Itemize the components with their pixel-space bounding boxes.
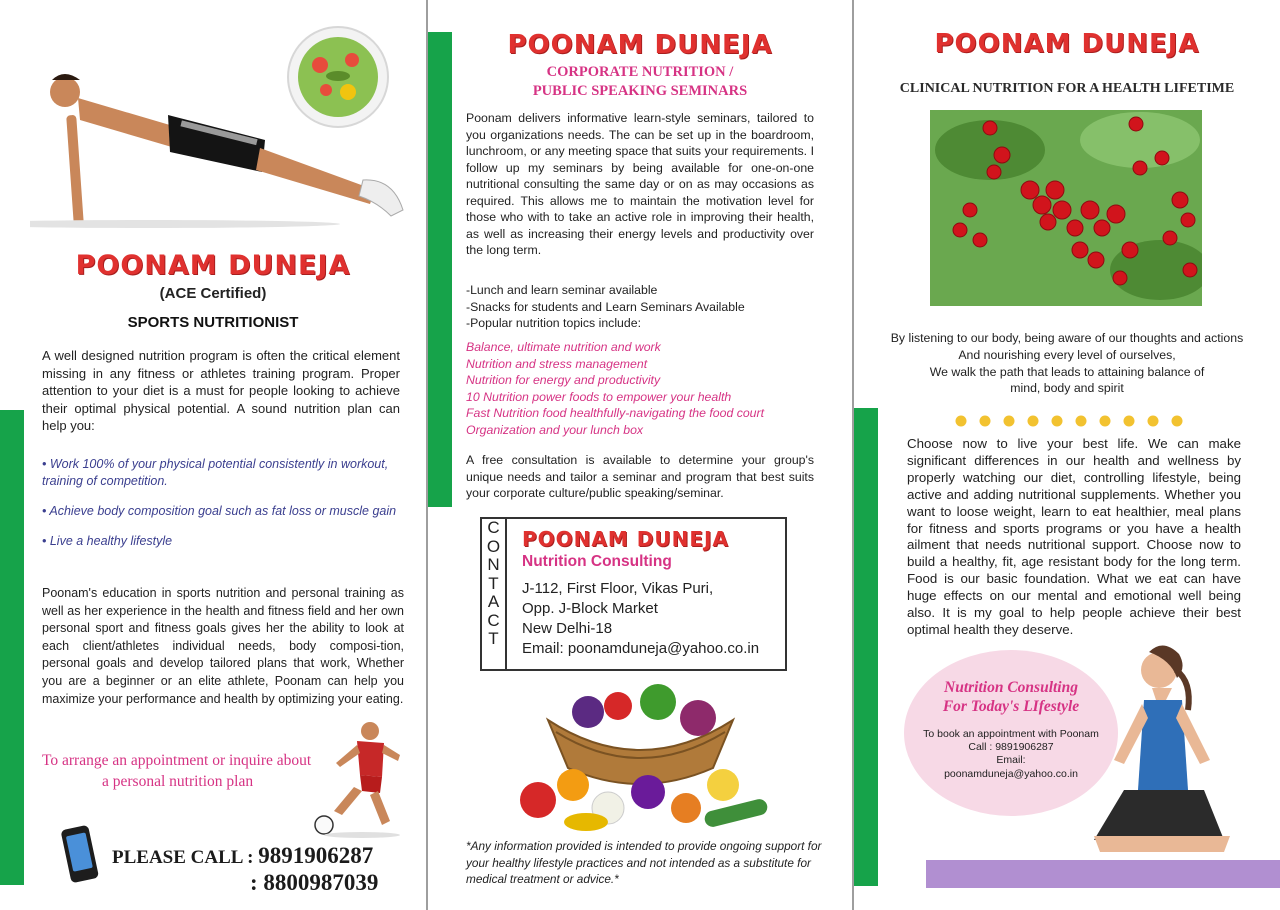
- contact-vertical-label: [482, 519, 507, 669]
- benefits-list: [42, 456, 404, 563]
- dot-separator: [954, 414, 1184, 428]
- topics-list: [466, 339, 826, 438]
- green-accent-bar: [0, 410, 24, 885]
- booking-title-line: Nutrition Consulting: [944, 679, 1078, 696]
- pushup-athlete-image: [30, 20, 420, 230]
- quote-line: And nourishing every level of ourselves,: [958, 347, 1176, 362]
- topic-item: Organization and your lunch box: [466, 422, 644, 437]
- experience-paragraph: Poonam's education in sports nutrition and personal training as well as her experience in the health and fitness field and her own personal sport and fitness goals gives her the ability to look at each client/athletes individual needs, body composi-tion, personal goals and develop tailored plans that work, Whether you are a beginner or an elite athlete, Poonam can help you maximize your performance and health by optimizing your eating.: [42, 586, 404, 706]
- address-line: Opp. J-Block Market: [522, 600, 658, 617]
- brand-title: POONAM DUNEJA: [934, 29, 1200, 59]
- contact-letter: T: [488, 629, 499, 648]
- intro-paragraph: A well designed nutrition program is often the critical element missing in any fitness or athletes training program. Proper attention to your diet is a must for people looking to achieve their optimal physical potential. A sound nutrition plan can help you:: [42, 348, 400, 433]
- green-accent-bar: [428, 32, 452, 507]
- contact-letter: O: [486, 536, 501, 556]
- contact-details: [522, 527, 784, 659]
- brand-title: POONAM DUNEJA: [75, 250, 351, 281]
- phone-number[interactable]: 9891906287: [258, 843, 374, 868]
- booking-email[interactable]: poonamduneja@yahoo.co.in: [944, 767, 1078, 780]
- disclaimer-text: *Any information provided is intended to provide ongoing support for your healthy lifestyle practices and not intended as a substitute for medical treatment or advice.*: [466, 839, 822, 886]
- call-label: PLEASE CALL :: [112, 847, 259, 868]
- booking-phone[interactable]: Call : 9891906287: [968, 741, 1054, 754]
- offering-item: -Popular nutrition topics include:: [466, 316, 641, 330]
- contact-letter: C: [487, 518, 500, 537]
- contact-letter: T: [488, 573, 499, 593]
- seminar-offerings: [466, 282, 826, 332]
- booking-details: [904, 728, 1118, 781]
- offering-item: -Snacks for students and Learn Seminars Available: [466, 299, 745, 314]
- address-line: New Delhi-18: [522, 620, 613, 637]
- topic-item: Nutrition and stress management: [466, 356, 648, 371]
- clinical-subtitle: CLINICAL NUTRITION FOR A HEALTH LIFETIME: [899, 81, 1235, 96]
- benefit-item: • Achieve body composition goal such as fat loss or muscle gain: [42, 504, 397, 518]
- quote-line: By listening to our body, being aware of our thoughts and actions: [890, 331, 1244, 345]
- green-accent-bar: [854, 408, 878, 886]
- contact-email[interactable]: Email: poonamduneja@yahoo.co.in: [522, 640, 760, 657]
- topic-item: Fast Nutrition food healthfully-navigating the food court: [466, 406, 765, 420]
- vegetable-basket-image: [508, 680, 773, 835]
- benefit-item: • Work 100% of your physical potential consistently in workout, training of competition.: [42, 457, 389, 488]
- booking-line: To book an appointment with Poonam: [923, 728, 1099, 740]
- topic-item: 10 Nutrition power foods to empower your health: [466, 389, 732, 404]
- contact-firm: Nutrition Consulting: [522, 553, 672, 570]
- booking-title-line: For Today's LIfestyle: [942, 698, 1080, 715]
- quote-line: We walk the path that leads to attaining balance of: [929, 364, 1205, 379]
- soccer-player-image: [312, 715, 407, 840]
- certification-label: (ACE Certified): [159, 285, 267, 302]
- quote-line: mind, body and spirit: [1010, 381, 1124, 396]
- seminar-intro: Poonam delivers informative learn-style seminars, tailored to you organizations needs. The can be set up in the boardroom, lunchroom, or any meeting space that suits your requirements. I follow up my seminars by being available for one-on-one nutritional consulting the same day or on as may occasions as required. This allows me to maintain the motivation level for those who with to take an active role in improving their health, as well as increasing their energy levels and productivity over the long term.: [466, 111, 814, 257]
- phone-icon: [58, 825, 102, 885]
- call-line: [112, 843, 373, 869]
- contact-name: POONAM DUNEJA: [522, 527, 729, 551]
- offering-item: -Lunch and learn seminar available: [466, 283, 658, 297]
- phone-number-secondary[interactable]: : 8800987039: [250, 870, 379, 895]
- consultation-paragraph: A free consultation is available to determine your group's unique needs and tailor a seminar and program that best suits your corporate culture/public speaking/seminar.: [466, 453, 814, 500]
- yoga-mat: [926, 860, 1280, 888]
- contact-letter: A: [487, 592, 500, 611]
- contact-letter: N: [487, 555, 500, 574]
- seminar-subtitle: [428, 63, 852, 101]
- appointment-line: a personal nutrition plan: [102, 773, 254, 790]
- topic-item: Nutrition for energy and productivity: [466, 373, 661, 387]
- contact-letter: C: [487, 610, 500, 630]
- red-currant-image: [930, 110, 1202, 306]
- appointment-note: [36, 750, 336, 792]
- philosophy-quote: [854, 330, 1280, 397]
- subtitle-line: CORPORATE NUTRITION /: [546, 64, 734, 80]
- benefit-item: • Live a healthy lifestyle: [42, 534, 173, 548]
- booking-oval: [904, 650, 1118, 816]
- contact-card: [480, 517, 787, 671]
- brand-title: POONAM DUNEJA: [507, 30, 773, 60]
- panel-corporate-nutrition: [428, 0, 852, 910]
- appointment-line: To arrange an appointment or inquire about: [42, 752, 312, 769]
- subtitle-line: PUBLIC SPEAKING SEMINARS: [532, 83, 748, 99]
- booking-title: [904, 678, 1118, 716]
- panel-sports-nutrition: [0, 0, 426, 910]
- booking-line: Email:: [996, 754, 1026, 767]
- wellness-paragraph: Choose now to live your best life. We can make significant differences in our health and wellness by properly watching our diet, controlling lifestyle, being active and adding nutritional supplements. Whether you want to loose weight, learn to eat healthier, meal plans for fitness and sports programs or you have a health ailment that needs nutritional support. Choose now to build a healthy, fit, age resistant body for the long term. Food is our basic foundation. What we eat can have huge effects on our mental and emotional well being also. It is my goal to help people achieve their best optimal health they deserve.: [907, 436, 1241, 637]
- panel-clinical-nutrition: [854, 0, 1280, 910]
- topic-item: Balance, ultimate nutrition and work: [466, 340, 661, 354]
- role-heading: SPORTS NUTRITIONIST: [127, 314, 299, 331]
- address-line: J-112, First Floor, Vikas Puri,: [522, 580, 714, 597]
